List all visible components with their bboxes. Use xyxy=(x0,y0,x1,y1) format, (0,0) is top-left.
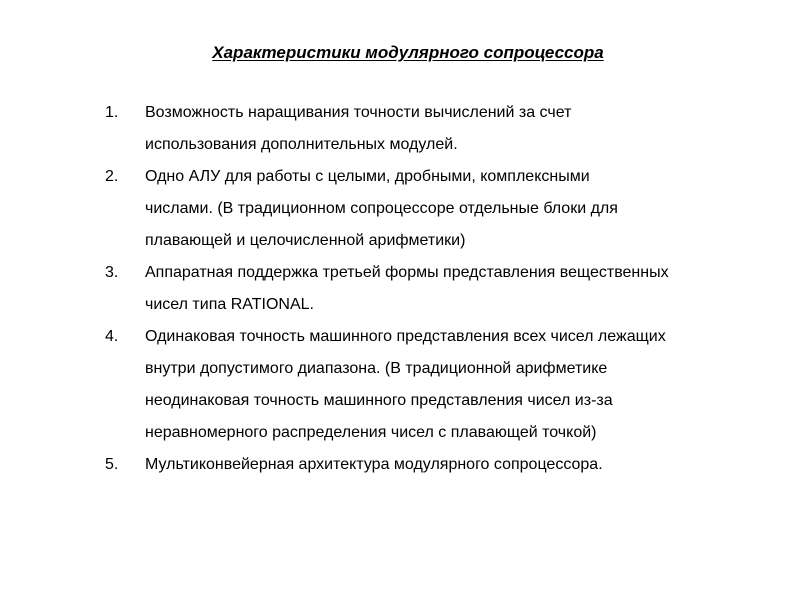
characteristics-list xyxy=(105,97,745,481)
list-item xyxy=(105,161,745,257)
list-item-line: Одинаковая точность машинного представления всех чисел лежащих xyxy=(145,328,666,345)
slide-title: Характеристики модулярного сопроцессора xyxy=(212,43,604,62)
list-item-text xyxy=(145,321,745,449)
list-item-text xyxy=(145,161,745,257)
list-item xyxy=(105,449,745,481)
list-item-number: 3. xyxy=(105,264,119,281)
list-item xyxy=(105,321,745,449)
list-item-line: использования дополнительных модулей. xyxy=(145,136,458,153)
list-item-text xyxy=(145,449,745,481)
list-item-number: 5. xyxy=(105,456,119,473)
list-item-line: плавающей и целочисленной арифметики) xyxy=(145,232,466,249)
list-item-number: 4. xyxy=(105,328,119,345)
list-item-line: внутри допустимого диапазона. (В традиционной арифметике xyxy=(145,360,608,377)
list-item-line: Возможность наращивания точности вычислений за счет xyxy=(145,104,572,121)
list-item-line: Мультиконвейерная архитектура модулярного сопроцессора. xyxy=(145,456,603,473)
list-item-number: 2. xyxy=(105,168,119,185)
list-item-line: неравномерного распределения чисел с плавающей точкой) xyxy=(145,424,597,441)
list-item-text xyxy=(145,97,745,161)
list-item xyxy=(105,97,745,161)
list-item-text xyxy=(145,257,745,321)
list-item-line: Аппаратная поддержка третьей формы представления вещественных xyxy=(145,264,669,281)
list-item-number: 1. xyxy=(105,104,119,121)
list-item-line: неодинаковая точность машинного представления чисел из-за xyxy=(145,392,613,409)
list-item-line: числами. (В традиционном сопроцессоре отдельные блоки для xyxy=(145,200,618,217)
list-item-line: Одно АЛУ для работы с целыми, дробными, комплексными xyxy=(145,168,590,185)
list-item xyxy=(105,257,745,321)
list-item-line: чисел типа RATIONAL. xyxy=(145,296,314,313)
